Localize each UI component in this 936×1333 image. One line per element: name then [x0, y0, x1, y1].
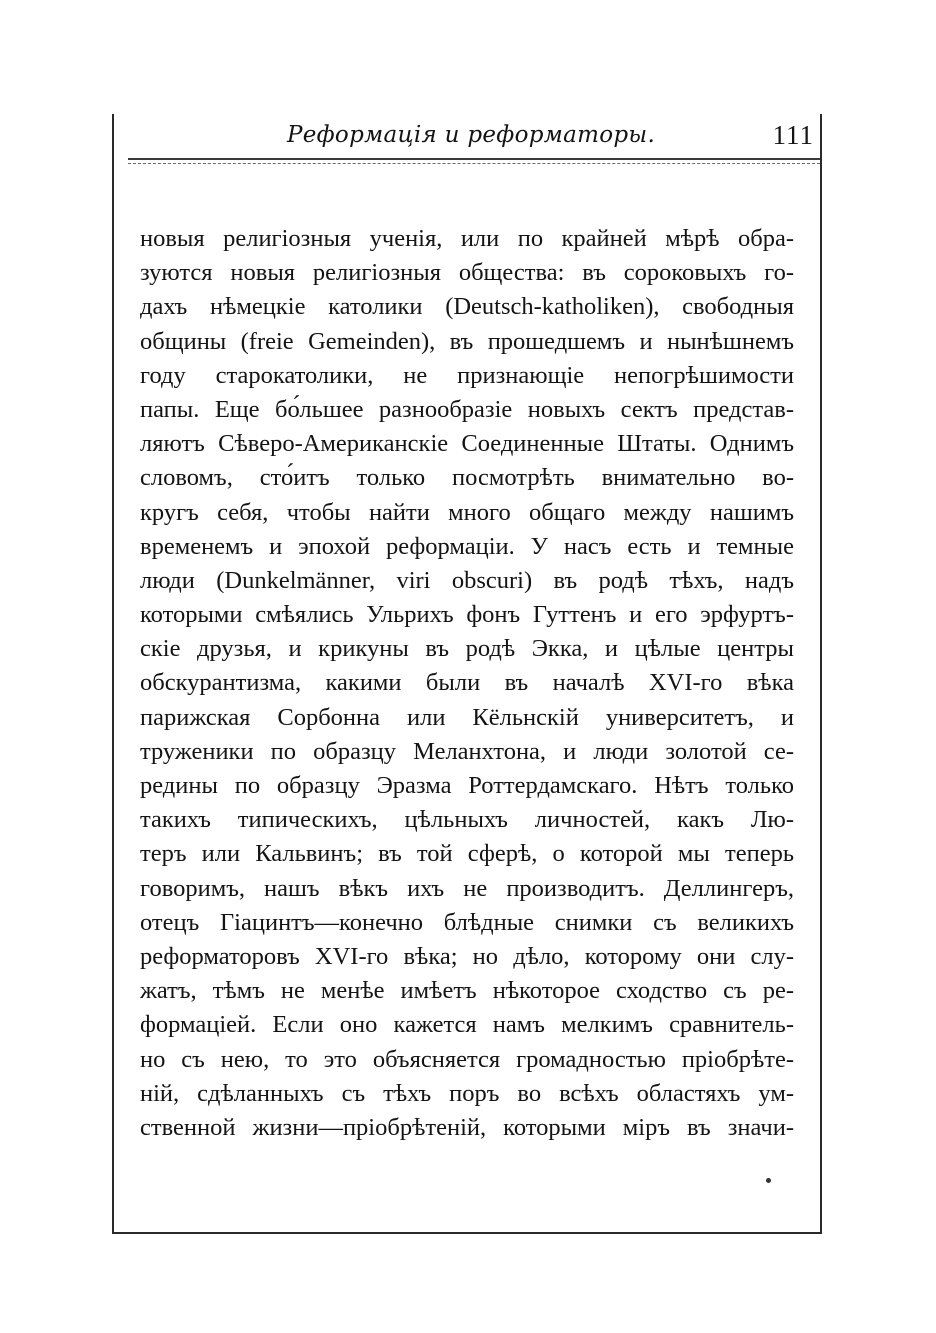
text-line: формаціей. Если оно кажется намъ мелкимъ сравнитель-	[140, 1011, 794, 1039]
text-line: люди (Dunkelmänner, viri obscuri) въ родѣ тѣхъ, надъ	[140, 566, 794, 594]
text-line: зуются новыя религіозныя общества: въ сороковыхъ го-	[140, 259, 794, 287]
text-line: обскурантизма, какими были въ началѣ XVI-го вѣка	[140, 669, 794, 697]
text-line: говоримъ, нашъ вѣкъ ихъ не производитъ. Деллингеръ,	[140, 874, 794, 902]
text-line: году старокатолики, не признающіе непогрѣшимости	[140, 361, 794, 389]
text-line: ственной жизни—пріобрѣтеній, которыми міръ въ значи-	[140, 1113, 794, 1141]
text-line: дахъ нѣмецкіе католики (Deutsch-katholiken), свободныя	[140, 293, 794, 321]
text-line: парижская Сорбонна или Кёльнскій университетъ, и	[140, 703, 794, 731]
header-rule-secondary	[128, 163, 820, 164]
text-line: такихъ типическихъ, цѣльныхъ личностей, какъ Лю-	[140, 806, 794, 834]
text-line: реформаторовъ XVI-го вѣка; но дѣло, которому они слу-	[140, 942, 794, 970]
body-text	[140, 222, 794, 1145]
text-line: новыя религіозныя ученія, или по крайней мѣрѣ обра-	[140, 225, 794, 252]
text-line: общины (freie Gemeinden), въ прошедшемъ и нынѣшнемъ	[140, 327, 794, 355]
text-line: временемъ и эпохой реформаціи. У насъ есть и темные	[140, 532, 794, 560]
text-line: но съ нею, то это объясняется громадностью пріобрѣте-	[140, 1045, 794, 1073]
text-line: жатъ, тѣмъ не менѣе имѣетъ нѣкоторое сходство съ ре-	[140, 977, 794, 1005]
header-rule	[128, 158, 820, 160]
text-line: труженики по образцу Меланхтона, и люди золотой се-	[140, 737, 794, 765]
text-line: отецъ Гіацинтъ—конечно блѣдные снимки съ великихъ	[140, 908, 794, 936]
text-line: ляютъ Сѣверо-Американскіе Соединенные Штаты. Однимъ	[140, 430, 794, 458]
text-line: скіе друзья, и крикуны въ родѣ Экка, и цѣлые центры	[140, 635, 794, 663]
text-line: которыми смѣялись Ульрихъ фонъ Гуттенъ и его эрфуртъ-	[140, 601, 794, 629]
running-head	[128, 118, 814, 154]
text-line: кругъ себя, чтобы найти много общаго между нашимъ	[140, 498, 794, 526]
page-number: 111	[772, 120, 814, 150]
text-line: папы. Еще бо́льшее разнообразіе новыхъ сектъ представ-	[140, 395, 794, 423]
running-title: Реформація и реформаторы.	[286, 122, 656, 148]
print-speck	[766, 1178, 771, 1183]
text-line: теръ или Кальвинъ; въ той сферѣ, о которой мы теперь	[140, 840, 794, 868]
text-line: словомъ, сто́итъ только посмотрѣть внимательно во-	[140, 464, 794, 492]
text-line: редины по образцу Эразма Роттердамскаго. Нѣтъ только	[140, 772, 794, 799]
text-line: ній, сдѣланныхъ съ тѣхъ поръ во всѣхъ областяхъ ум-	[140, 1079, 794, 1107]
